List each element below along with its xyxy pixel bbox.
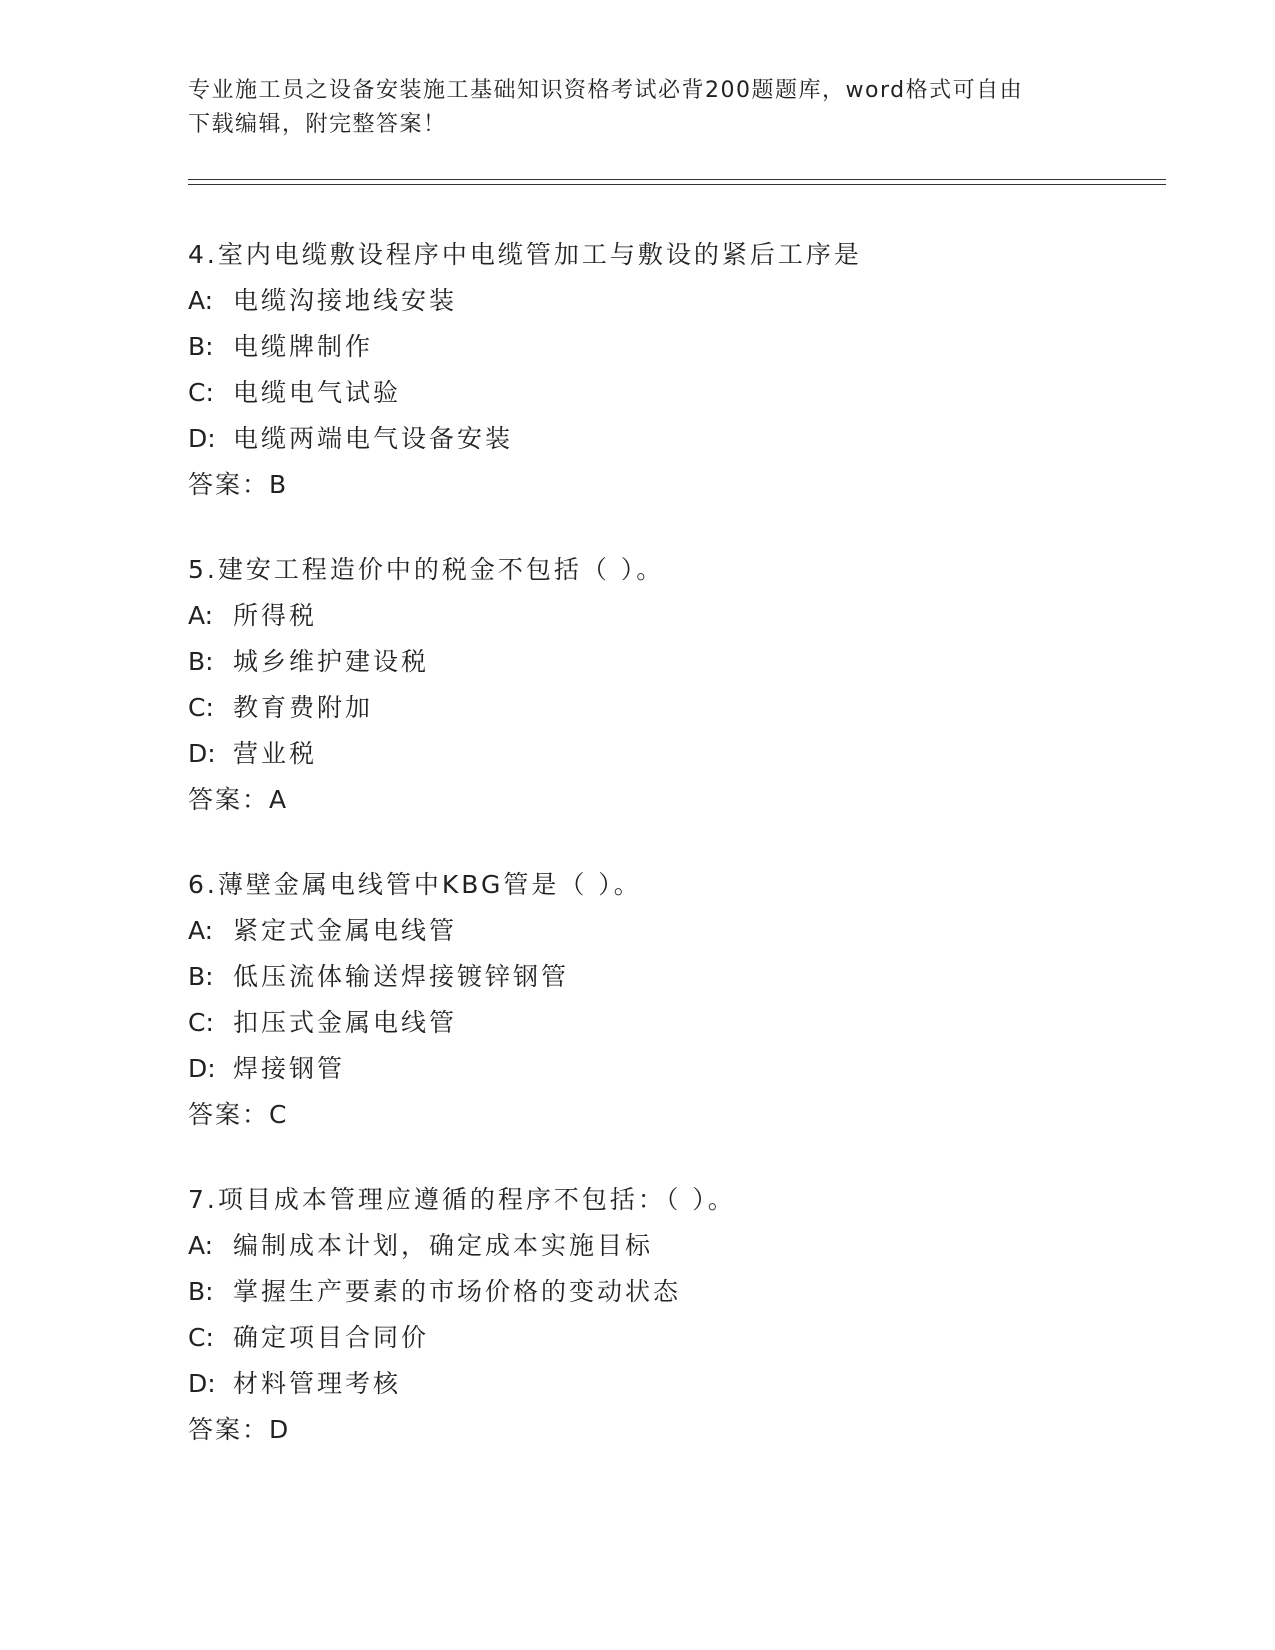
option-text: 城乡维护建设税 [233,647,430,676]
answer-value: D [269,1415,291,1444]
option-text: 材料管理考核 [233,1369,402,1398]
answer-label: 答案： [188,470,270,499]
question-stem: 4.室内电缆敷设程序中电缆管加工与敷设的紧后工序是 [188,240,862,269]
question-stem: 6.薄壁金属电线管中KBG管是（ ）。 [188,870,642,899]
option-label: A: [188,1231,214,1260]
option-label: A: [188,601,214,630]
option-a [188,908,1168,954]
answer-value: A [269,785,289,814]
option-c [188,1000,1168,1046]
option-text: 电缆沟接地线安装 [233,286,458,315]
option-label: C: [188,1008,214,1037]
option-label: B: [188,332,214,361]
option-label: B: [188,1277,214,1306]
answer-label: 答案： [188,785,270,814]
option-c [188,1315,1168,1361]
question-stem: 7.项目成本管理应遵循的程序不包括：（ ）。 [188,1185,736,1214]
answer-value: B [269,470,289,499]
question-block [188,547,1168,823]
option-text: 编制成本计划，确定成本实施目标 [233,1231,654,1260]
option-b [188,324,1168,370]
option-b [188,954,1168,1000]
answer-line [188,462,1168,508]
option-d [188,1046,1168,1092]
answer-line [188,777,1168,823]
option-a [188,1223,1168,1269]
answer-label: 答案： [188,1100,270,1129]
header-divider-bottom [188,184,1166,185]
document-header [188,74,1088,142]
option-text: 扣压式金属电线管 [233,1008,458,1037]
header-divider-top [188,179,1166,180]
option-text: 确定项目合同价 [233,1323,430,1352]
option-text: 电缆牌制作 [233,332,374,361]
option-d [188,731,1168,777]
option-a [188,278,1168,324]
question-block [188,862,1168,1138]
question-block [188,1177,1168,1453]
option-label: C: [188,378,214,407]
option-label: C: [188,693,214,722]
question-stem: 5.建安工程造价中的税金不包括（ ）。 [188,555,665,584]
option-text: 营业税 [233,739,318,768]
option-label: D: [188,739,216,768]
option-label: B: [188,962,214,991]
answer-line [188,1092,1168,1138]
header-line-2: 下载编辑，附完整答案！ [188,112,447,137]
option-label: D: [188,1369,216,1398]
option-text: 紧定式金属电线管 [233,916,458,945]
option-label: C: [188,1323,214,1352]
option-text: 所得税 [233,601,318,630]
option-label: D: [188,424,216,453]
question-block [188,232,1168,508]
option-text: 掌握生产要素的市场价格的变动状态 [233,1277,682,1306]
option-text: 电缆两端电气设备安装 [233,424,514,453]
option-text: 电缆电气试验 [233,378,402,407]
option-c [188,370,1168,416]
option-label: A: [188,286,214,315]
option-d [188,1361,1168,1407]
option-label: B: [188,647,214,676]
answer-value: C [269,1100,289,1129]
answer-line [188,1407,1168,1453]
option-d [188,416,1168,462]
header-line-1: 专业施工员之设备安装施工基础知识资格考试必背200题题库，word格式可自由 [188,78,1024,103]
option-text: 焊接钢管 [233,1054,346,1083]
option-b [188,639,1168,685]
option-label: D: [188,1054,216,1083]
option-text: 低压流体输送焊接镀锌钢管 [233,962,570,991]
option-label: A: [188,916,214,945]
option-a [188,593,1168,639]
option-c [188,685,1168,731]
option-text: 教育费附加 [233,693,374,722]
option-b [188,1269,1168,1315]
answer-label: 答案： [188,1415,270,1444]
